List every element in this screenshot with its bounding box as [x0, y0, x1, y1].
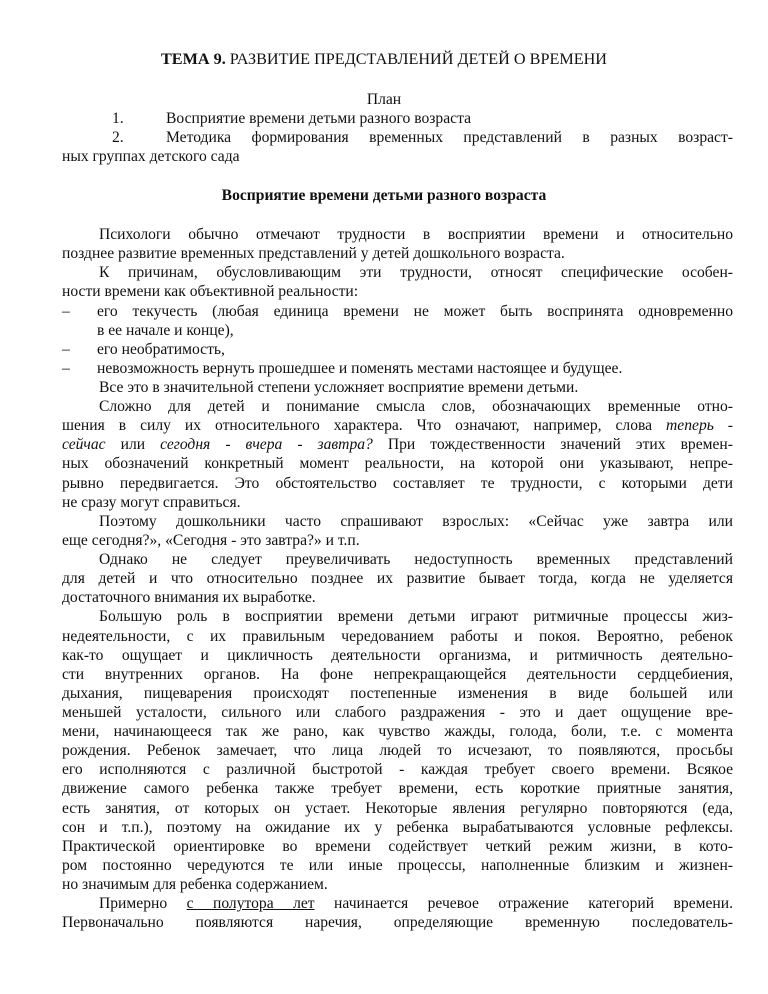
plan-item-text: Методика формирования временных представлений в разных возраст-: [166, 129, 733, 146]
paragraph-line: достаточного внимания их выработке.: [62, 589, 316, 606]
paragraph-line: Большую роль в восприятии времени детьми играют ритмичные процессы жиз-: [99, 608, 733, 625]
plan-heading: План: [366, 91, 402, 108]
paragraph-line: сти внутренних органов. На фоне непрекращающейся деятельности сердцебиения,: [62, 666, 733, 683]
dash-bullet: –: [62, 303, 70, 320]
text-run: шения в силу их относительного характера. Что означают, например, слова: [62, 417, 667, 434]
paragraph-line: рывно передвигается. Это обстоятельство составляет те трудности, с которыми дети: [62, 475, 733, 492]
paragraph-line: Все это в значительной степени усложняет восприятие времени детьми.: [99, 379, 579, 396]
plan-item-number: 1.: [112, 110, 124, 127]
paragraph-line: недеятельности, с их правильным чередованием работы и покоя. Вероятно, ребенок: [62, 628, 733, 645]
section-title: Восприятие времени детьми разного возраста: [221, 187, 547, 204]
paragraph-line: ности времени как объективной реальности:: [62, 283, 359, 300]
list-item-cont: в ее начале и конце),: [97, 322, 234, 339]
underlined-phrase: с полутора лет: [186, 895, 315, 912]
paragraph-line: но значимым для ребенка содержанием.: [62, 876, 328, 893]
italic-term: сейчас: [62, 436, 106, 453]
paragraph-line: [99, 894, 733, 913]
paragraph-line: для детей и что относительно позднее их развитие бывает тогда, когда не уделяется: [62, 570, 733, 587]
paragraph-line: его исполняются с различной быстротой - каждая требует своего времени. Всякое: [62, 761, 733, 778]
paragraph-line: Практической ориентировке во времени содействует четкий режим жизни, в кото-: [62, 838, 733, 855]
paragraph-line: рождения. Ребенок замечает, что лица людей то исчезают, то появляются, просьбы: [62, 742, 733, 759]
paragraph-line: Первоначально появляются наречия, определяющие временную последователь-: [62, 914, 733, 931]
paragraph-line: Сложно для детей и понимание смысла слов, обозначающих временные отно-: [99, 398, 733, 415]
list-item-text: невозможность вернуть прошедшее и поменять местами настоящее и будущее.: [97, 360, 623, 377]
list-item-text: его необратимость,: [97, 341, 225, 358]
topic-title: [0, 50, 768, 69]
plan-item-text: Восприятие времени детьми разного возраста: [166, 110, 471, 127]
paragraph-line: движение самого ребенка также требует времени, есть короткие приятные занятия,: [62, 780, 733, 797]
paragraph-line: дыхания, пищеварения происходят постепенные изменения в виде большей или: [62, 685, 733, 702]
dash-bullet: –: [62, 341, 70, 358]
paragraph-line: позднее развитие временных представлений у детей дошкольного возраста.: [62, 245, 565, 262]
italic-term: сегодня - вчера - завтра?: [160, 436, 373, 453]
text-run: При тождественности значений этих времен-: [372, 436, 733, 453]
paragraph-line: Однако не следует преувеличивать недоступность временных представлений: [99, 551, 733, 568]
paragraph-line: [62, 416, 733, 435]
text-run: Примерно: [99, 895, 187, 912]
paragraph-line: сон и т.п.), поэтому на ожидание их у ребенка вырабатываются условные рефлексы.: [62, 819, 733, 836]
paragraph-line: Поэтому дошкольники часто спрашивают взрослых: «Сейчас уже завтра или: [99, 513, 733, 530]
paragraph-line: есть занятия, от которых он устает. Некоторые явления регулярно повторяются (еда,: [62, 800, 733, 817]
text-run: начинается речевое отражение категорий времени.: [314, 895, 734, 912]
paragraph-line: ных обозначений конкретный момент реальности, на которой они указывают, непре-: [62, 455, 733, 472]
topic-title-text: РАЗВИТИЕ ПРЕДСТАВЛЕНИЙ ДЕТЕЙ О ВРЕМЕНИ: [225, 50, 607, 68]
dash-bullet: –: [62, 360, 70, 377]
paragraph-line: К причинам, обусловливающим эти трудности, относят специфические особен-: [99, 264, 733, 281]
italic-term: теперь -: [666, 417, 734, 434]
paragraph-line: меньшей усталости, сильного или слабого раздражения - это и дает ощущение вре-: [62, 704, 733, 721]
paragraph-line: мени, начинающееся так же рано, как чувство жажды, голода, боли, т.е. с момента: [62, 723, 733, 740]
paragraph-line: еще сегодня?», «Сегодня - это завтра?» и т.п.: [62, 532, 360, 549]
paragraph-line: не сразу могут справиться.: [62, 494, 241, 511]
paragraph-line: [62, 435, 733, 454]
paragraph-line: Психологи обычно отмечают трудности в восприятии времени и относительно: [99, 226, 733, 243]
list-item-text: его текучесть (любая единица времени не может быть воспринята одновременно: [97, 303, 733, 320]
plan-item-2-cont: ных группах детского сада: [62, 148, 240, 165]
topic-label: ТЕМА 9.: [160, 50, 226, 68]
plan-item-number: 2.: [112, 129, 124, 146]
paragraph-line: как-то ощущает и цикличность деятельности организма, и ритмичность деятельно-: [62, 647, 733, 664]
text-run: или: [105, 436, 161, 453]
paragraph-line: ром постоянно чередуются те или иные процессы, наполненные близким и жизнен-: [62, 857, 733, 874]
